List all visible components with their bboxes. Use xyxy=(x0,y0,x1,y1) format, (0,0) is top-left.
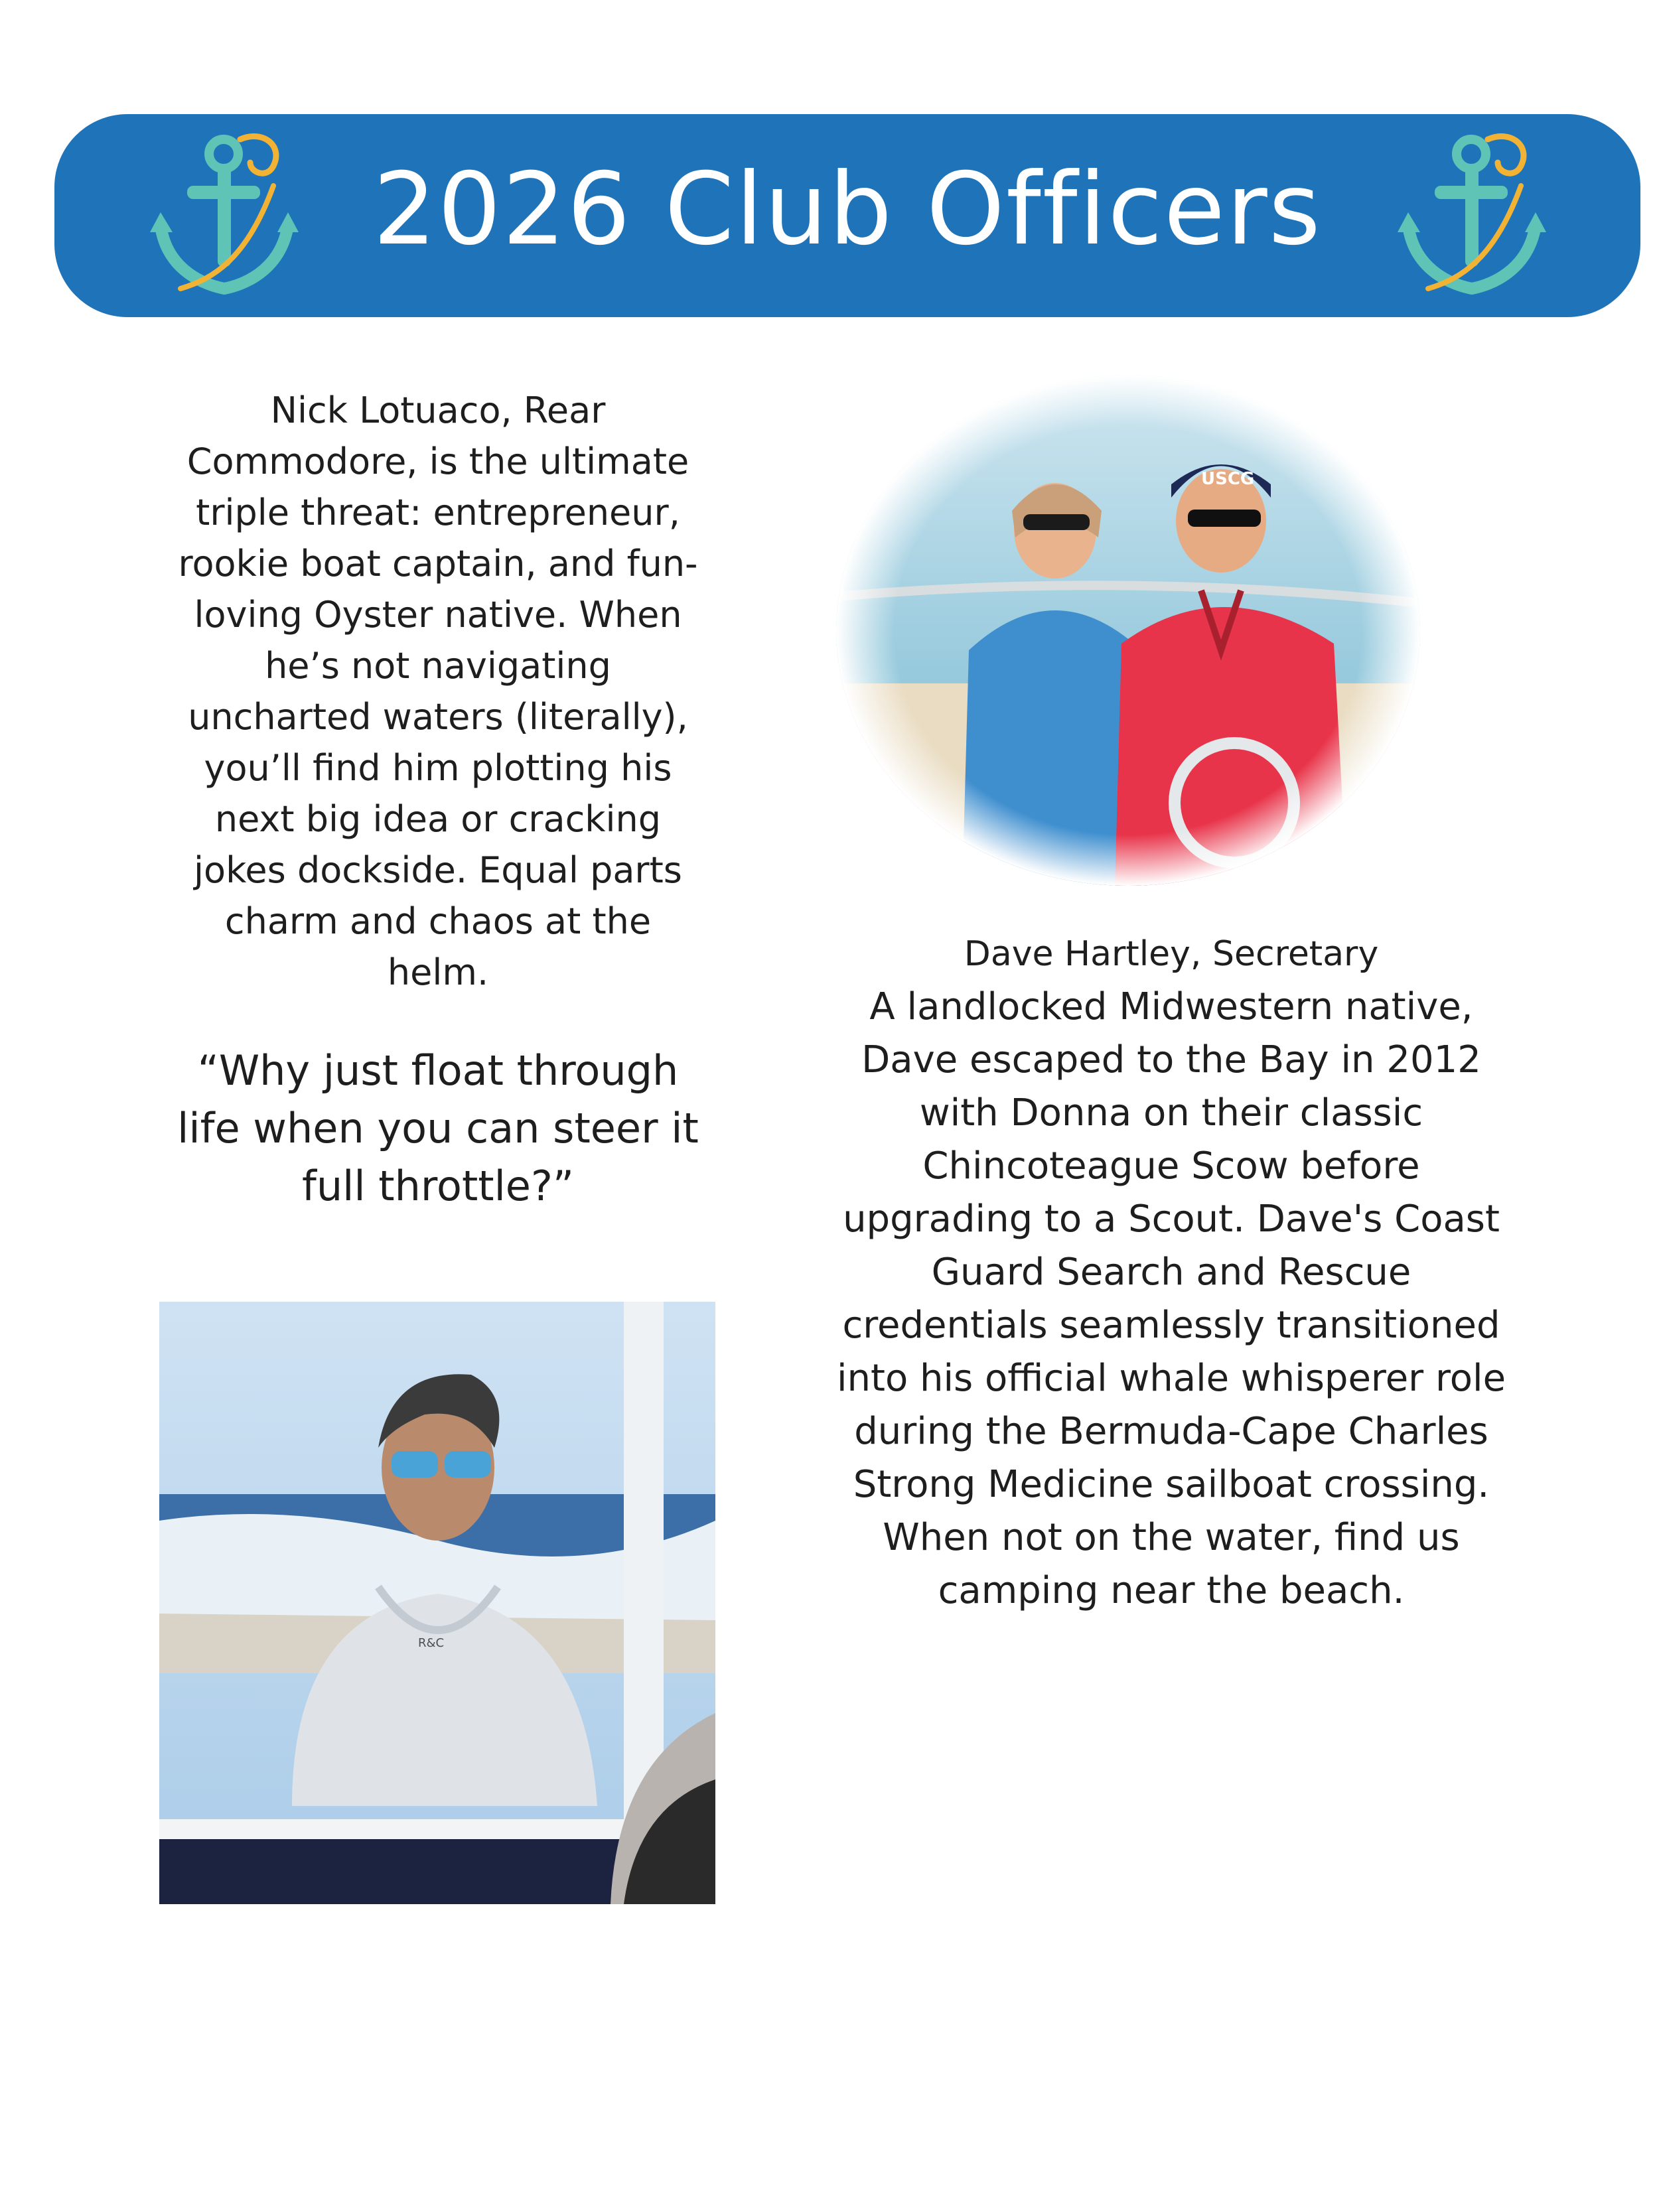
officer-bio-nick: Nick Lotuaco, Rear Commodore, is the ultimate triple threat: entrepreneur, rookie boat captain, and fun-loving Oyster native. When he’s not navigating uncharted waters (literally), you’ll find him plotting his next big idea or cracking jokes dockside. Equal parts charm and chaos at the helm. xyxy=(178,389,698,993)
anchor-icon xyxy=(1388,126,1548,299)
officer-quote-nick: “Why just float through life when you can steer it full throttle?” xyxy=(177,1046,699,1210)
officer-bio-dave: A landlocked Midwestern native, Dave escaped to the Bay in 2012 with Donna on their classic Chincoteague Scow before upgrading to a Scout. Dave's Coast Guard Search and Rescue credentials seamlessly transitioned into his official whale whisperer role during the Bermuda-Cape Charles Strong Medicine sailboat crossing. When not on the water, find us camping near the beach. xyxy=(836,985,1506,1612)
nick-photo xyxy=(159,1302,715,1904)
officer-name-dave: Dave Hartley, Secretary xyxy=(964,934,1379,974)
header-banner xyxy=(54,114,1640,317)
couple-photo xyxy=(830,372,1427,889)
page-title: 2026 Club Officers xyxy=(373,152,1322,267)
hoodie-text: R&C xyxy=(418,1636,445,1650)
